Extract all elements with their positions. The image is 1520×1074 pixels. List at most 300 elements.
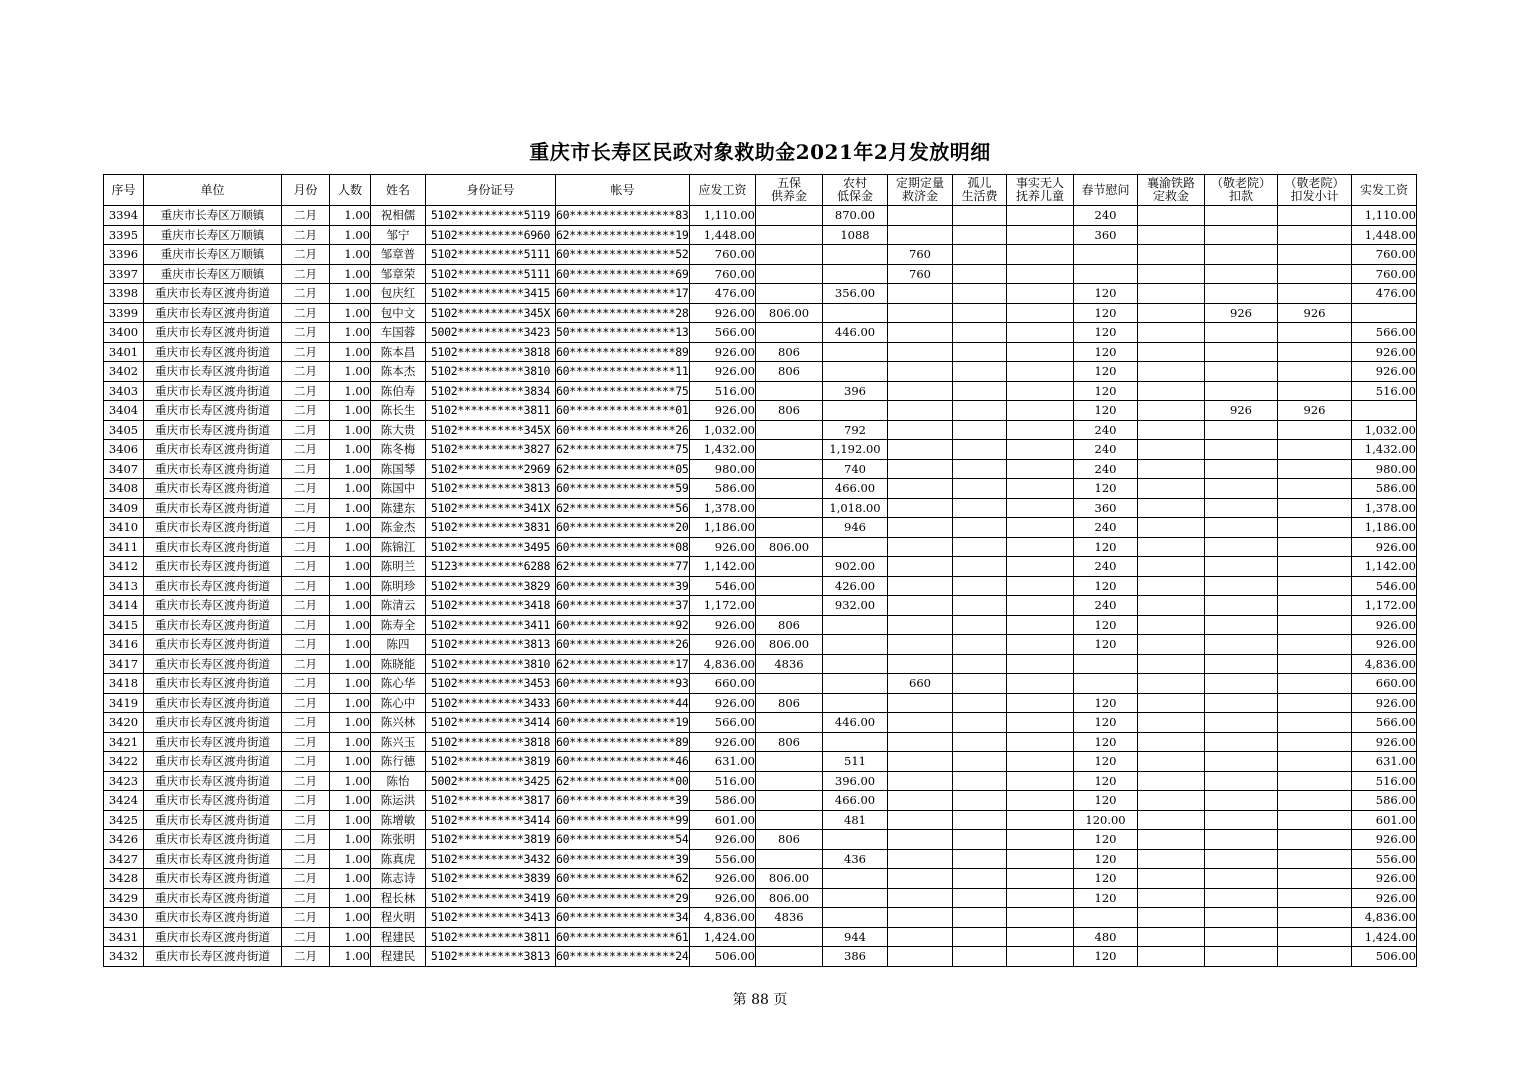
table-cell: 1.00 (330, 362, 371, 382)
table-cell: 重庆市长寿区万顺镇 (144, 206, 282, 226)
table-cell: 重庆市长寿区渡舟街道 (144, 284, 282, 304)
table-cell: 926 (1205, 401, 1278, 421)
table-cell (953, 323, 1007, 343)
table-cell: 546.00 (690, 576, 756, 596)
table-cell: 120 (1074, 284, 1138, 304)
table-cell: 陈四 (371, 635, 426, 655)
table-cell (1205, 693, 1278, 713)
table-cell (756, 557, 823, 577)
table-cell: 926.00 (690, 362, 756, 382)
table-cell: 1.00 (330, 284, 371, 304)
table-cell: 120 (1074, 303, 1138, 323)
table-cell: 重庆市长寿区渡舟街道 (144, 693, 282, 713)
table-cell (1278, 323, 1352, 343)
table-cell: 62****************56 (556, 498, 690, 518)
table-cell (1278, 596, 1352, 616)
table-cell (1007, 635, 1074, 655)
table-cell (1278, 342, 1352, 362)
table-cell (1205, 869, 1278, 889)
table-cell: 5102**********3818 (426, 342, 556, 362)
table-cell: 二月 (282, 518, 330, 538)
table-cell: 926.00 (690, 732, 756, 752)
table-cell (1138, 752, 1205, 772)
table-cell: 重庆市长寿区渡舟街道 (144, 557, 282, 577)
table-cell: 806 (756, 401, 823, 421)
table-cell: 480 (1074, 927, 1138, 947)
table-cell: 陈锦江 (371, 537, 426, 557)
table-cell (1278, 869, 1352, 889)
table-cell (1138, 791, 1205, 811)
table-cell: 祝相儒 (371, 206, 426, 226)
table-cell: 重庆市长寿区渡舟街道 (144, 791, 282, 811)
table-cell (953, 596, 1007, 616)
table-cell (888, 791, 953, 811)
table-cell: 5102**********3418 (426, 596, 556, 616)
table-cell (1138, 771, 1205, 791)
table-cell: 包中文 (371, 303, 426, 323)
column-header: 人数 (330, 175, 371, 206)
table-cell: 760.00 (690, 245, 756, 265)
table-cell: 556.00 (1352, 849, 1417, 869)
table-cell (1007, 420, 1074, 440)
table-cell: 重庆市长寿区渡舟街道 (144, 849, 282, 869)
table-cell: 二月 (282, 323, 330, 343)
table-cell (888, 596, 953, 616)
table-cell: 1.00 (330, 869, 371, 889)
table-cell: 5102**********5119 (426, 206, 556, 226)
table-cell: 1.00 (330, 557, 371, 577)
table-cell: 1,032.00 (690, 420, 756, 440)
table-cell (888, 752, 953, 772)
table-cell: 5102**********3813 (426, 635, 556, 655)
table-cell: 120 (1074, 323, 1138, 343)
table-cell: 陈清云 (371, 596, 426, 616)
table-cell: 926.00 (690, 869, 756, 889)
table-cell (1074, 908, 1138, 928)
table-cell (1205, 537, 1278, 557)
table-cell: 二月 (282, 537, 330, 557)
table-cell: 60****************01 (556, 401, 690, 421)
table-cell (1278, 206, 1352, 226)
table-cell: 60****************28 (556, 303, 690, 323)
table-cell (1278, 498, 1352, 518)
table-cell: 792 (823, 420, 888, 440)
table-cell (888, 401, 953, 421)
table-row (104, 635, 1417, 655)
table-cell: 5102**********345X (426, 303, 556, 323)
table-cell: 62****************75 (556, 440, 690, 460)
table-cell: 3432 (104, 947, 144, 967)
table-cell: 3411 (104, 537, 144, 557)
table-cell (1007, 537, 1074, 557)
table-cell (1205, 420, 1278, 440)
table-cell: 926.00 (690, 635, 756, 655)
table-cell: 60****************89 (556, 342, 690, 362)
table-cell: 5102**********3411 (426, 615, 556, 635)
table-cell (756, 381, 823, 401)
table-cell (823, 830, 888, 850)
table-cell (1278, 927, 1352, 947)
table-row (104, 576, 1417, 596)
table-cell (953, 849, 1007, 869)
table-cell (1278, 791, 1352, 811)
table-cell: 重庆市长寿区渡舟街道 (144, 771, 282, 791)
table-cell: 806.00 (756, 888, 823, 908)
table-cell (756, 927, 823, 947)
table-cell (1007, 693, 1074, 713)
table-cell (1205, 635, 1278, 655)
table-cell: 1.00 (330, 264, 371, 284)
table-cell: 1,110.00 (690, 206, 756, 226)
table-cell (1007, 596, 1074, 616)
table-cell: 120 (1074, 947, 1138, 967)
table-cell (823, 537, 888, 557)
table-cell: 二月 (282, 303, 330, 323)
table-cell (1007, 869, 1074, 889)
table-cell: 二月 (282, 849, 330, 869)
table-cell (1138, 264, 1205, 284)
table-cell (953, 830, 1007, 850)
table-cell (756, 674, 823, 694)
table-row (104, 908, 1417, 928)
table-cell: 120 (1074, 381, 1138, 401)
table-cell (1278, 732, 1352, 752)
table-row (104, 596, 1417, 616)
table-cell (888, 927, 953, 947)
table-cell (756, 752, 823, 772)
table-cell: 1,032.00 (1352, 420, 1417, 440)
table-cell: 1,424.00 (1352, 927, 1417, 947)
table-cell (953, 908, 1007, 928)
table-cell: 446.00 (823, 713, 888, 733)
table-cell: 806.00 (756, 869, 823, 889)
table-cell (1278, 420, 1352, 440)
table-cell: 4,836.00 (1352, 908, 1417, 928)
table-cell (1278, 947, 1352, 967)
table-cell: 1.00 (330, 498, 371, 518)
table-row (104, 459, 1417, 479)
table-cell (888, 459, 953, 479)
table-cell: 1.00 (330, 576, 371, 596)
table-row (104, 440, 1417, 460)
table-cell: 1.00 (330, 908, 371, 928)
table-cell: 3419 (104, 693, 144, 713)
table-cell: 926.00 (1352, 615, 1417, 635)
table-cell: 重庆市长寿区渡舟街道 (144, 576, 282, 596)
table-cell (1205, 713, 1278, 733)
table-cell (888, 888, 953, 908)
table-cell: 566.00 (1352, 713, 1417, 733)
table-cell (1007, 830, 1074, 850)
table-cell: 二月 (282, 752, 330, 772)
table-cell (953, 674, 1007, 694)
column-header: 姓名 (371, 175, 426, 206)
table-cell: 重庆市长寿区渡舟街道 (144, 927, 282, 947)
table-cell: 5102**********3819 (426, 752, 556, 772)
table-cell (1007, 888, 1074, 908)
table-cell: 4,836.00 (690, 654, 756, 674)
table-cell (756, 498, 823, 518)
table-cell: 陈志诗 (371, 869, 426, 889)
table-cell: 陈明兰 (371, 557, 426, 577)
table-cell (1205, 674, 1278, 694)
table-cell: 重庆市长寿区渡舟街道 (144, 615, 282, 635)
table-cell (1138, 420, 1205, 440)
table-cell (953, 459, 1007, 479)
table-cell: 4836 (756, 908, 823, 928)
table-cell (823, 869, 888, 889)
table-cell: 760.00 (690, 264, 756, 284)
table-cell: 5102**********3433 (426, 693, 556, 713)
table-cell (1205, 284, 1278, 304)
table-cell: 586.00 (690, 479, 756, 499)
table-cell (1138, 830, 1205, 850)
table-cell (1205, 264, 1278, 284)
table-cell (1007, 362, 1074, 382)
table-cell (1138, 225, 1205, 245)
table-cell: 二月 (282, 869, 330, 889)
table-cell: 3401 (104, 342, 144, 362)
table-cell (1205, 888, 1278, 908)
table-cell (756, 713, 823, 733)
table-cell: 631.00 (1352, 752, 1417, 772)
table-cell (1205, 362, 1278, 382)
table-cell: 120 (1074, 537, 1138, 557)
table-cell: 重庆市长寿区渡舟街道 (144, 342, 282, 362)
table-cell: 926.00 (1352, 869, 1417, 889)
table-cell: 240 (1074, 557, 1138, 577)
table-cell: 926.00 (1352, 635, 1417, 655)
table-cell: 3404 (104, 401, 144, 421)
table-cell: 3431 (104, 927, 144, 947)
table-cell (1205, 596, 1278, 616)
table-cell: 1.00 (330, 849, 371, 869)
table-row (104, 264, 1417, 284)
table-cell: 240 (1074, 596, 1138, 616)
table-cell (1007, 654, 1074, 674)
table-cell (1278, 635, 1352, 655)
table-cell: 二月 (282, 284, 330, 304)
table-cell: 1,432.00 (1352, 440, 1417, 460)
table-cell: 120 (1074, 752, 1138, 772)
table-cell: 5102**********3839 (426, 869, 556, 889)
table-cell (823, 674, 888, 694)
table-cell (888, 479, 953, 499)
table-cell: 陈本昌 (371, 342, 426, 362)
table-cell: 806.00 (756, 537, 823, 557)
column-header: 襄渝铁路 定救金 (1138, 175, 1205, 206)
table-cell: 240 (1074, 420, 1138, 440)
table-cell (1007, 381, 1074, 401)
table-cell: 360 (1074, 225, 1138, 245)
table-cell: 586.00 (1352, 479, 1417, 499)
table-cell (953, 303, 1007, 323)
table-cell: 陈心华 (371, 674, 426, 694)
table-cell (953, 498, 1007, 518)
table-cell: 5102**********3419 (426, 888, 556, 908)
table-cell (1205, 440, 1278, 460)
table-cell: 1,424.00 (690, 927, 756, 947)
table-cell: 1,018.00 (823, 498, 888, 518)
table-cell: 陈怡 (371, 771, 426, 791)
table-cell: 陈大贵 (371, 420, 426, 440)
column-header: 孤儿 生活费 (953, 175, 1007, 206)
table-cell: 程长林 (371, 888, 426, 908)
table-cell (1007, 771, 1074, 791)
table-cell: 5102**********3414 (426, 713, 556, 733)
table-row (104, 498, 1417, 518)
table-cell: 396 (823, 381, 888, 401)
table-cell (888, 537, 953, 557)
table-cell: 重庆市长寿区渡舟街道 (144, 440, 282, 460)
table-cell: 二月 (282, 245, 330, 265)
table-cell: 980.00 (1352, 459, 1417, 479)
table-cell: 二月 (282, 225, 330, 245)
table-cell: 1.00 (330, 771, 371, 791)
table-cell: 重庆市长寿区渡舟街道 (144, 654, 282, 674)
table-cell: 806 (756, 830, 823, 850)
column-header: 帐号 (556, 175, 690, 206)
table-cell (1205, 245, 1278, 265)
table-cell (823, 908, 888, 928)
table-cell (953, 947, 1007, 967)
table-cell (1138, 576, 1205, 596)
table-cell (953, 927, 1007, 947)
table-cell (1278, 810, 1352, 830)
table-cell: 5102**********3834 (426, 381, 556, 401)
table-cell: 60****************26 (556, 635, 690, 655)
table-cell (953, 479, 1007, 499)
table-cell: 重庆市长寿区渡舟街道 (144, 810, 282, 830)
table-cell (1278, 908, 1352, 928)
table-cell: 5123**********6288 (426, 557, 556, 577)
table-cell (1278, 264, 1352, 284)
table-cell (823, 888, 888, 908)
table-cell: 重庆市长寿区渡舟街道 (144, 362, 282, 382)
table-row (104, 557, 1417, 577)
table-cell: 5102**********3413 (426, 908, 556, 928)
table-cell: 3422 (104, 752, 144, 772)
table-cell: 二月 (282, 615, 330, 635)
table-cell: 926.00 (690, 615, 756, 635)
table-cell (1138, 498, 1205, 518)
table-cell: 5102**********5111 (426, 245, 556, 265)
table-cell: 870.00 (823, 206, 888, 226)
table-cell: 5102**********3414 (426, 810, 556, 830)
table-cell: 506.00 (1352, 947, 1417, 967)
table-cell: 481 (823, 810, 888, 830)
table-cell: 902.00 (823, 557, 888, 577)
table-cell (1138, 635, 1205, 655)
column-header: 单位 (144, 175, 282, 206)
table-cell: 3425 (104, 810, 144, 830)
table-cell: 陈兴玉 (371, 732, 426, 752)
table-cell: 556.00 (690, 849, 756, 869)
table-row (104, 771, 1417, 791)
table-cell: 二月 (282, 557, 330, 577)
table-cell (1278, 440, 1352, 460)
table-cell: 1.00 (330, 713, 371, 733)
table-cell: 3409 (104, 498, 144, 518)
table-cell: 二月 (282, 713, 330, 733)
table-cell: 1.00 (330, 654, 371, 674)
table-cell: 356.00 (823, 284, 888, 304)
table-cell: 重庆市长寿区渡舟街道 (144, 537, 282, 557)
table-cell: 重庆市长寿区渡舟街道 (144, 830, 282, 850)
table-cell: 50****************13 (556, 323, 690, 343)
table-cell: 二月 (282, 362, 330, 382)
table-cell (823, 615, 888, 635)
table-cell (1007, 440, 1074, 460)
table-cell: 1.00 (330, 440, 371, 460)
table-cell: 60****************93 (556, 674, 690, 694)
table-cell: 二月 (282, 810, 330, 830)
table-cell: 1,448.00 (690, 225, 756, 245)
table-row (104, 206, 1417, 226)
table-cell: 重庆市长寿区渡舟街道 (144, 713, 282, 733)
table-cell (1278, 693, 1352, 713)
table-cell: 60****************11 (556, 362, 690, 382)
table-cell: 陈本杰 (371, 362, 426, 382)
table-cell (888, 284, 953, 304)
table-cell (823, 654, 888, 674)
table-cell: 760.00 (1352, 245, 1417, 265)
table-cell (1074, 674, 1138, 694)
table-cell: 3395 (104, 225, 144, 245)
column-header: 实发工资 (1352, 175, 1417, 206)
table-cell (1205, 206, 1278, 226)
table-cell (756, 810, 823, 830)
table-cell (1205, 791, 1278, 811)
table-cell: 5102**********3831 (426, 518, 556, 538)
table-cell: 5102**********3818 (426, 732, 556, 752)
table-cell (1007, 674, 1074, 694)
table-cell: 806 (756, 362, 823, 382)
table-cell (888, 420, 953, 440)
table-cell (1007, 713, 1074, 733)
table-cell: 1,186.00 (1352, 518, 1417, 538)
table-cell: 重庆市长寿区渡舟街道 (144, 908, 282, 928)
table-cell: 120 (1074, 849, 1138, 869)
table-cell: 5102**********3415 (426, 284, 556, 304)
table-cell: 926 (1205, 303, 1278, 323)
table-cell (1074, 264, 1138, 284)
table-cell: 重庆市长寿区渡舟街道 (144, 420, 282, 440)
table-cell (756, 206, 823, 226)
table-cell: 120 (1074, 362, 1138, 382)
table-cell (953, 284, 1007, 304)
table-cell (1138, 732, 1205, 752)
table-cell (1007, 947, 1074, 967)
table-cell: 1.00 (330, 947, 371, 967)
table-cell: 陈心中 (371, 693, 426, 713)
table-cell (1138, 849, 1205, 869)
table-cell (953, 206, 1007, 226)
column-header: （敬老院） 扣发小计 (1278, 175, 1352, 206)
table-cell (1007, 323, 1074, 343)
table-cell: 60****************52 (556, 245, 690, 265)
table-cell (1205, 947, 1278, 967)
table-cell: 566.00 (1352, 323, 1417, 343)
table-cell: 4,836.00 (1352, 654, 1417, 674)
table-cell (1205, 732, 1278, 752)
table-cell: 重庆市长寿区渡舟街道 (144, 303, 282, 323)
table-cell: 980.00 (690, 459, 756, 479)
table-cell (1007, 518, 1074, 538)
table-cell: 60****************54 (556, 830, 690, 850)
table-cell: 5102**********3817 (426, 791, 556, 811)
table-cell: 二月 (282, 771, 330, 791)
